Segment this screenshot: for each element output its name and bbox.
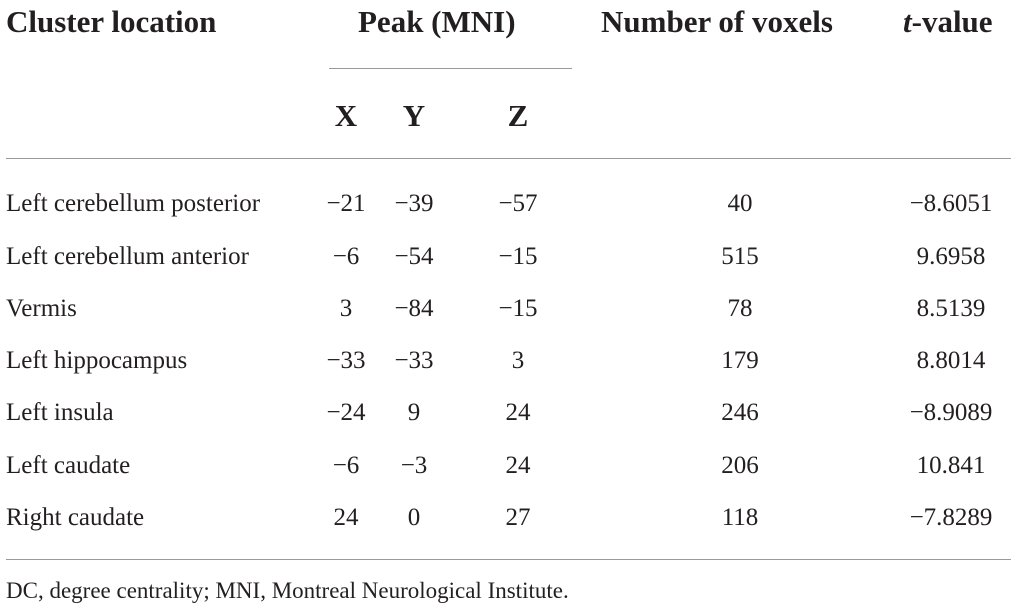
cell-location: Right caudate (6, 504, 145, 531)
header-t-italic: t (903, 4, 912, 39)
subheader-x: X (334, 98, 358, 133)
table-bottom-rule (6, 559, 1011, 560)
header-bottom-rule (6, 158, 1011, 159)
table-row (0, 345, 1017, 377)
cell-location: Vermis (6, 295, 77, 322)
cell-t-value: 8.8014 (916, 347, 986, 374)
cell-x: 3 (339, 295, 353, 322)
header-peak-mni: Peak (MNI) (358, 4, 516, 39)
header-t-suffix: -value (911, 4, 993, 39)
cell-location: Left hippocampus (6, 347, 188, 374)
table-row (0, 450, 1017, 482)
peak-header-rule (329, 68, 572, 69)
cell-x: 24 (333, 504, 359, 531)
cell-z: 3 (511, 347, 525, 374)
cell-x: −21 (326, 190, 366, 217)
cell-z: 24 (505, 452, 531, 479)
cell-y: −54 (394, 243, 434, 270)
cell-x: −6 (332, 243, 360, 270)
cell-z: −57 (498, 190, 538, 217)
cell-z: 24 (505, 399, 531, 426)
cell-t-value: 8.5139 (916, 295, 986, 322)
cell-voxels: 515 (721, 243, 759, 270)
table-row (0, 502, 1017, 534)
subheader-z: Z (507, 98, 529, 133)
table-footnote: DC, degree centrality; MNI, Montreal Neurological Institute. (6, 578, 569, 603)
cell-z: 27 (505, 504, 531, 531)
cell-t-value: −8.6051 (909, 190, 993, 217)
cell-location: Left caudate (6, 452, 131, 479)
table-row (0, 188, 1017, 220)
cell-z: −15 (498, 295, 538, 322)
header-number-of-voxels: Number of voxels (601, 4, 833, 39)
cell-voxels: 206 (721, 452, 759, 479)
cell-voxels: 179 (721, 347, 759, 374)
cell-voxels: 40 (727, 190, 753, 217)
cell-x: −24 (326, 399, 366, 426)
cell-z: −15 (498, 243, 538, 270)
cell-voxels: 246 (721, 399, 759, 426)
cell-x: −33 (326, 347, 366, 374)
table-row (0, 293, 1017, 325)
cell-location: Left insula (6, 399, 114, 426)
cell-voxels: 118 (721, 504, 759, 531)
cell-location: Left cerebellum anterior (6, 243, 249, 270)
header-cluster-location: Cluster location (6, 4, 217, 39)
cell-t-value: 10.841 (916, 452, 986, 479)
cell-y: −84 (394, 295, 434, 322)
cell-t-value: −8.9089 (909, 399, 993, 426)
cell-y: −33 (394, 347, 434, 374)
cell-t-value: 9.6958 (916, 243, 986, 270)
cell-y: 9 (407, 399, 421, 426)
cell-location: Left cerebellum posterior (6, 190, 261, 217)
header-t-value (903, 2, 993, 42)
subheader-y: Y (402, 98, 426, 133)
cell-y: 0 (407, 504, 421, 531)
cell-x: −6 (332, 452, 360, 479)
table-row (0, 241, 1017, 273)
cell-voxels: 78 (727, 295, 753, 322)
table-row (0, 397, 1017, 429)
cell-t-value: −7.8289 (909, 504, 993, 531)
cell-y: −39 (394, 190, 434, 217)
cell-y: −3 (400, 452, 428, 479)
